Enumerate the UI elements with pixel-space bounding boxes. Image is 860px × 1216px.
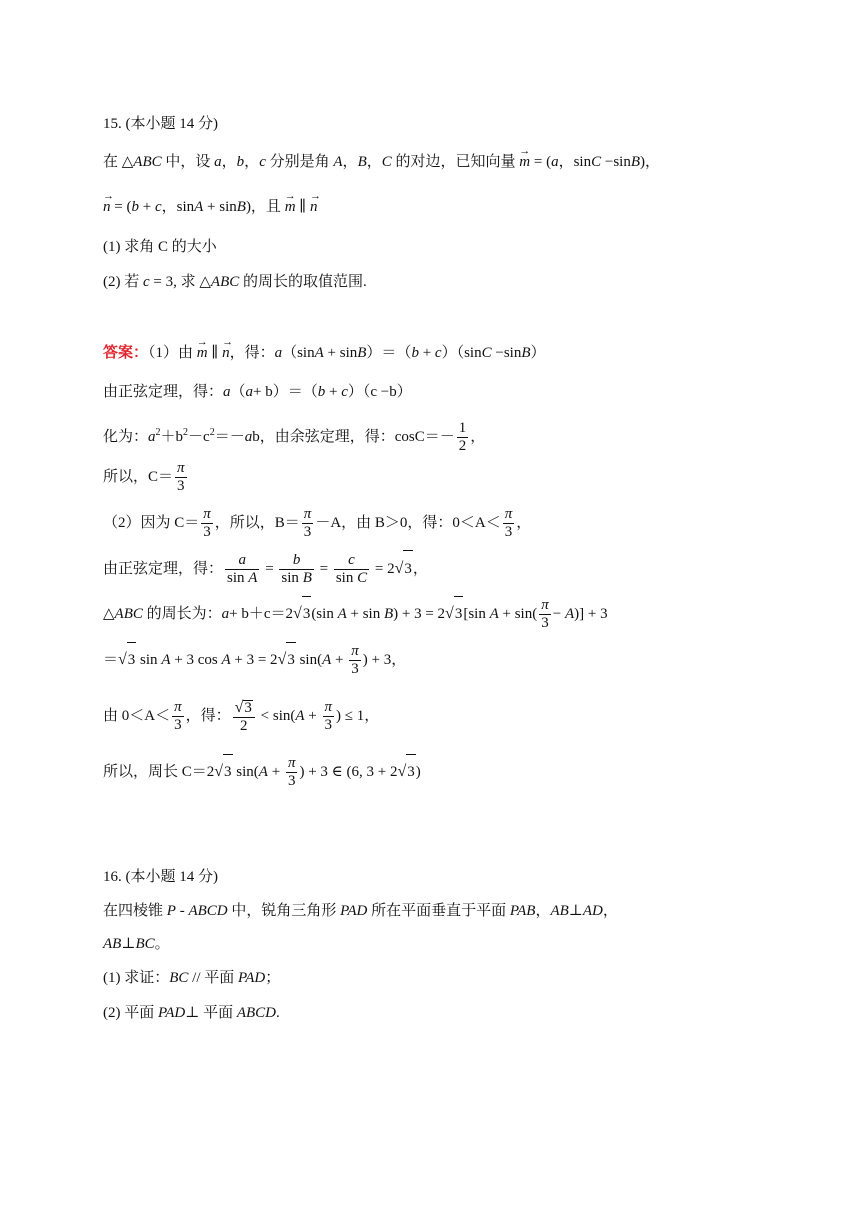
- q16-stem-line-2: AB⊥BC。: [103, 936, 170, 952]
- q15-stem-line-2: → n = (b + c，sinA + sinB)，且 → m ∥ → n: [103, 197, 317, 217]
- q16-part-2: (2) 平面 PAD⊥ 平面 ABCD.: [103, 1005, 280, 1021]
- q15-part-1: (1) 求角 C 的大小: [103, 239, 217, 255]
- answer-line-7: △ABC 的周长为：a+ b＋c＝2√3(sin A + sin B) + 3 = 2√3[sin A + sin( $\frac{\pi}{3}$ − A)] + 3: [103, 597, 608, 632]
- q15-heading: 15. (本小题 14 分): [103, 116, 218, 132]
- answer-line-8: ＝√3 sin A + 3 cos A + 3 = 2√3 sin(A + $\frac{\pi}{3}$ ) + 3，: [103, 643, 407, 678]
- answer-line-2: 由正弦定理，得：a（a+ b）＝（b + c）（c −b）: [103, 384, 412, 400]
- answer-line-5: （2）因为 C＝ $\frac{\pi}{3}$ ，所以，B＝ $\frac{\pi}{3}$ －A，由 B＞0，得：0＜A＜ $\frac{\pi}{3}$ ，: [103, 506, 532, 541]
- vector-m: → m: [519, 152, 530, 172]
- q16-part-1: (1) 求证：BC // 平面 PAD；: [103, 970, 281, 986]
- q15-part-2: (2) 若 c = 3, 求 △ABC 的周长的取值范围.: [103, 274, 367, 290]
- answer-line-1: 答案：（1）由 → m ∥ → n，得：a（sinA + sinB）＝（b + c）（sinC −sinB）: [103, 343, 546, 363]
- answer-line-4: 所以，C＝ $\frac{\pi}{3}$: [103, 460, 185, 495]
- answer-line-10: 所以，周长 C＝2√3 sin(A + $\frac{\pi}{3}$ ) + 3 ∈ (6, 3 + 2√3): [103, 755, 421, 790]
- answer-line-9: 由 0＜A＜ $\frac{\pi}{3}$ ，得： $\frac{√3}{2}$ < sin(A + $\frac{\pi}{3}$ ) ≤ 1，: [103, 698, 380, 734]
- q16-stem-line-1: 在四棱锥 P - ABCD 中，锐角三角形 PAD 所在平面垂直于平面 PAB，AB⊥AD，: [103, 903, 618, 919]
- vector-n: → n: [103, 197, 111, 217]
- q15-stem-line-1: 在 △ABC 中，设 a，b，c 分别是角 A，B，C 的对边，已知向量 → m = (a，sinC −sinB)，: [103, 152, 660, 172]
- q16-heading: 16. (本小题 14 分): [103, 869, 218, 885]
- answer-line-3: 化为：$a^2+b^2-c^2=-ab$，由余弦定理，得：cosC＝－ $\frac{1}{2}$ ，: [103, 420, 486, 455]
- answer-line-6: 由正弦定理，得： $\frac{a}{\text{sin A}}$ = $\frac{b}{\text{sin B}}$ = $\frac{c}{\text{sin C}}$ = 2√3，: [103, 550, 428, 587]
- answer-label: 答案: [103, 345, 134, 361]
